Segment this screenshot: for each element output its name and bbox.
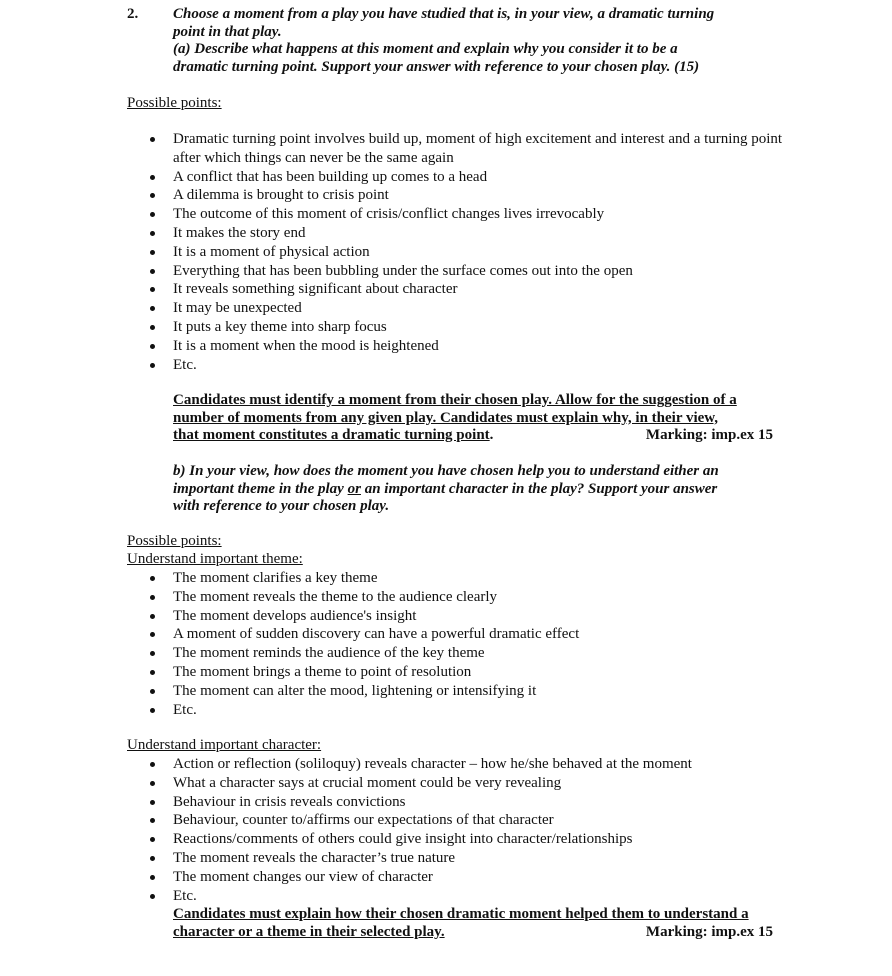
question-part-b-line: b) In your view, how does the moment you have chosen help you to understand either an	[173, 463, 719, 479]
list-item: Reactions/comments of others could give insight into character/relationships	[127, 830, 787, 849]
note-line	[173, 427, 773, 445]
list-item: Action or reflection (soliloquy) reveals character – how he/she behaved at the moment	[127, 755, 787, 774]
question-part-a-line: dramatic turning point. Support your answer with reference to your chosen play. (15)	[173, 58, 700, 75]
list-item: What a character says at crucial moment could be very revealing	[127, 774, 787, 793]
list-item: The moment can alter the mood, lightening or intensifying it	[127, 682, 787, 701]
list-item: The moment reveals the character’s true nature	[127, 849, 787, 868]
marking-label-a: Marking: imp.ex 15	[645, 427, 773, 443]
theme-points-list	[127, 569, 787, 719]
note-line	[173, 924, 773, 942]
q-b-or: or	[347, 480, 361, 497]
list-item: The moment develops audience's insight	[127, 607, 787, 626]
list-item: It is a moment of physical action	[127, 243, 787, 262]
list-item: The moment reminds the audience of the key theme	[127, 644, 787, 663]
note-line: number of moments from any given play. Candidates must explain why, in their view,	[173, 409, 719, 426]
question-part-b	[173, 463, 773, 516]
question-prompt	[173, 6, 773, 76]
marking-label-b: Marking: imp.ex 15	[645, 923, 773, 940]
list-item: A conflict that has been building up comes to a head	[127, 168, 787, 187]
list-item: Everything that has been bubbling under the surface comes out into the open	[127, 262, 787, 281]
note-period: .	[489, 427, 494, 443]
list-item: Etc.	[127, 701, 787, 720]
question-line: point in that play.	[173, 23, 282, 40]
list-item: The moment changes our view of character	[127, 868, 787, 887]
character-points-list	[127, 755, 787, 905]
note-line: Candidates must explain how their chosen dramatic moment helped them to understand a	[173, 906, 749, 922]
list-item: Behaviour, counter to/affirms our expectations of that character	[127, 811, 787, 830]
part-a-points-list	[127, 130, 787, 374]
question-number: 2.	[127, 6, 139, 22]
note-line: Candidates must identify a moment from their chosen play. Allow for the suggestion of a	[173, 392, 737, 408]
list-item: A moment of sudden discovery can have a powerful dramatic effect	[127, 625, 787, 644]
list-item: Etc.	[127, 887, 787, 906]
list-item: It puts a key theme into sharp focus	[127, 318, 787, 337]
list-item: It may be unexpected	[127, 299, 787, 318]
theme-heading: Understand important theme:	[127, 551, 303, 567]
list-item: It is a moment when the mood is heightened	[127, 337, 787, 356]
question-part-a-line: (a) Describe what happens at this moment and explain why you consider it to be a	[173, 41, 678, 57]
question-line: Choose a moment from a play you have studied that is, in your view, a dramatic turning	[173, 6, 715, 22]
question-part-b-line	[173, 481, 773, 499]
q-b-text: important theme in the play	[173, 480, 348, 497]
note-text: character or a theme in their selected play.	[173, 923, 445, 940]
possible-points-heading: Possible points:	[127, 95, 222, 111]
list-item: Behaviour in crisis reveals convictions	[127, 793, 787, 812]
list-item: It reveals something significant about character	[127, 280, 787, 299]
q-b-text: an important character in the play? Support your answer	[360, 480, 718, 497]
list-item: The moment clarifies a key theme	[127, 569, 787, 588]
list-item: It makes the story end	[127, 224, 787, 243]
possible-points-heading-b: Possible points:	[127, 533, 222, 549]
list-item: Dramatic turning point involves build up, moment of high excitement and interest and a turning point after which things can never be the same again	[127, 130, 787, 168]
character-heading: Understand important character:	[127, 737, 322, 753]
examiner-note-a	[173, 392, 773, 445]
question-part-b-line: with reference to your chosen play.	[173, 498, 390, 514]
list-item: The outcome of this moment of crisis/conflict changes lives irrevocably	[127, 205, 787, 224]
list-item: Etc.	[127, 356, 787, 375]
examiner-note-b	[173, 906, 773, 941]
list-item: A dilemma is brought to crisis point	[127, 186, 787, 205]
list-item: The moment reveals the theme to the audience clearly	[127, 588, 787, 607]
list-item: The moment brings a theme to point of resolution	[127, 663, 787, 682]
note-text: that moment constitutes a dramatic turning point	[173, 427, 490, 443]
